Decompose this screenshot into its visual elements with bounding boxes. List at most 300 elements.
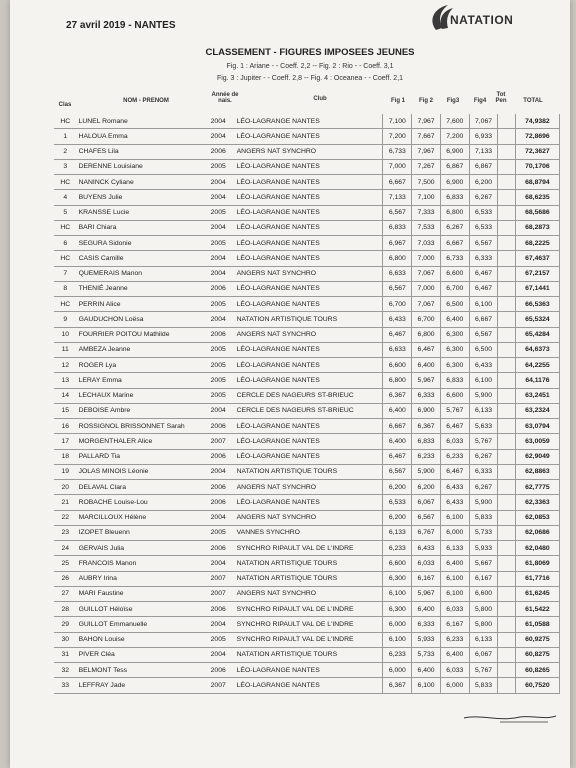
cell-f3: 6,033 [440, 602, 469, 617]
cell-name: LERAY Emma [77, 373, 202, 388]
cell-pen [498, 586, 515, 601]
cell-club: LÉO-LAGRANGE NANTES [235, 236, 383, 251]
cell-f4: 6,567 [469, 327, 498, 342]
cell-year: 2004 [202, 190, 235, 205]
cell-total: 72,3627 [515, 144, 559, 159]
cell-total: 63,0059 [515, 434, 559, 449]
cell-club: LÉO-LAGRANGE NANTES [235, 495, 383, 510]
cell-f1: 6,100 [383, 586, 412, 601]
cell-f3: 6,800 [440, 205, 469, 220]
cell-f3: 6,300 [440, 358, 469, 373]
cell-clas: 20 [54, 480, 77, 495]
cell-f1: 6,800 [383, 373, 412, 388]
cell-total: 68,5686 [515, 205, 559, 220]
table-row [54, 525, 560, 540]
cell-clas: 13 [54, 373, 77, 388]
cell-total: 60,9275 [515, 632, 559, 647]
cell-f2: 5,967 [412, 586, 441, 601]
cell-club: LÉO-LAGRANGE NANTES [235, 373, 383, 388]
cell-year: 2006 [202, 449, 235, 464]
cell-pen [498, 434, 515, 449]
cell-f2: 6,467 [412, 342, 441, 357]
cell-name: JOLAS MINOIS Léonie [77, 464, 202, 479]
cell-club: LÉO-LAGRANGE NANTES [235, 419, 383, 434]
cell-f4: 6,333 [469, 251, 498, 266]
cell-club: LÉO-LAGRANGE NANTES [235, 678, 383, 693]
cell-f1: 6,633 [383, 266, 412, 281]
cell-f3: 6,033 [440, 663, 469, 678]
page-title: CLASSEMENT - FIGURES IMPOSEES JEUNES [205, 47, 415, 58]
cell-clas: 26 [54, 571, 77, 586]
cell-total: 68,2225 [515, 236, 559, 251]
table-row [54, 388, 560, 403]
cell-f4: 6,433 [469, 358, 498, 373]
cell-name: BUYENS Julie [77, 190, 202, 205]
cell-f3: 6,300 [440, 342, 469, 357]
logo-text: NATATION [450, 13, 514, 27]
cell-name: ROGER Lya [77, 358, 202, 373]
cell-clas: 5 [54, 205, 77, 220]
cell-f2: 5,900 [412, 464, 441, 479]
cell-f1: 6,367 [383, 388, 412, 403]
cell-f2: 6,400 [412, 663, 441, 678]
cell-f1: 6,733 [383, 144, 412, 159]
cell-club: NATATION ARTISTIQUE TOURS [235, 647, 383, 662]
cell-f4: 5,833 [469, 678, 498, 693]
cell-club: NATATION ARTISTIQUE TOURS [235, 464, 383, 479]
cell-club: LÉO-LAGRANGE NANTES [235, 449, 383, 464]
cell-f3: 6,867 [440, 159, 469, 174]
cell-clas: 7 [54, 266, 77, 281]
cell-f3: 6,000 [440, 678, 469, 693]
cell-f4: 5,833 [469, 510, 498, 525]
cell-f3: 6,700 [440, 281, 469, 296]
cell-pen [498, 312, 515, 327]
col-fig1: Fig 1 [390, 98, 405, 104]
table-row [54, 190, 560, 205]
cell-total: 61,6245 [515, 586, 559, 601]
cell-club: ANGERS NAT SYNCHRO [235, 480, 383, 495]
cell-f1: 6,833 [383, 220, 412, 235]
table-row [54, 586, 560, 601]
cell-f1: 6,200 [383, 480, 412, 495]
table-row [54, 312, 560, 327]
table-row [54, 403, 560, 418]
cell-clas: 17 [54, 434, 77, 449]
cell-f3: 6,467 [440, 464, 469, 479]
cell-f3: 6,467 [440, 419, 469, 434]
cell-f3: 6,167 [440, 617, 469, 632]
cell-club: ANGERS NAT SYNCHRO [235, 144, 383, 159]
cell-f1: 6,633 [383, 342, 412, 357]
cell-f3: 6,133 [440, 541, 469, 556]
cell-name: IZOPET Bleuenn [77, 525, 202, 540]
cell-year: 2005 [202, 388, 235, 403]
cell-year: 2004 [202, 312, 235, 327]
cell-f2: 7,033 [412, 236, 441, 251]
col-club: Club [313, 96, 327, 102]
cell-pen [498, 175, 515, 190]
cell-f4: 5,900 [469, 495, 498, 510]
cell-f3: 6,600 [440, 266, 469, 281]
cell-f4: 6,500 [469, 342, 498, 357]
cell-total: 62,0480 [515, 541, 559, 556]
cell-name: BARI Chiara [77, 220, 202, 235]
cell-f3: 6,100 [440, 510, 469, 525]
cell-f2: 7,000 [412, 281, 441, 296]
cell-total: 61,8069 [515, 556, 559, 571]
cell-f3: 5,767 [440, 403, 469, 418]
table-row [54, 159, 560, 174]
table-row [54, 495, 560, 510]
cell-clas: 18 [54, 449, 77, 464]
cell-f1: 6,567 [383, 205, 412, 220]
cell-f2: 7,000 [412, 251, 441, 266]
cell-f1: 7,133 [383, 190, 412, 205]
cell-clas: 29 [54, 617, 77, 632]
cell-name: DEBOISE Ambre [77, 403, 202, 418]
cell-f2: 6,433 [412, 541, 441, 556]
cell-pen [498, 663, 515, 678]
cell-club: LÉO-LAGRANGE NANTES [235, 220, 383, 235]
cell-year: 2006 [202, 419, 235, 434]
cell-total: 61,5422 [515, 602, 559, 617]
figures-line-1: Fig. 1 : Ariane - - Coeff. 2,2 -- Fig. 2 : Rio - - Coeff. 3,1 [226, 63, 394, 70]
cell-year: 2005 [202, 236, 235, 251]
cell-f2: 6,067 [412, 495, 441, 510]
cell-club: LÉO-LAGRANGE NANTES [235, 342, 383, 357]
cell-pen [498, 190, 515, 205]
table-row [54, 678, 560, 693]
cell-pen [498, 358, 515, 373]
cell-pen [498, 342, 515, 357]
cell-clas: 31 [54, 647, 77, 662]
cell-f2: 6,900 [412, 403, 441, 418]
cell-clas: 24 [54, 541, 77, 556]
cell-f4: 6,267 [469, 449, 498, 464]
cell-f4: 6,533 [469, 205, 498, 220]
cell-total: 62,8863 [515, 464, 559, 479]
cell-name: FRANCOIS Manon [77, 556, 202, 571]
cell-f4: 5,767 [469, 434, 498, 449]
table-row [54, 236, 560, 251]
cell-f1: 6,200 [383, 510, 412, 525]
cell-year: 2005 [202, 358, 235, 373]
cell-pen [498, 236, 515, 251]
cell-f4: 6,200 [469, 175, 498, 190]
cell-name: MARCILLOUX Hélène [77, 510, 202, 525]
cell-name: BELMONT Tess [77, 663, 202, 678]
cell-club: LÉO-LAGRANGE NANTES [235, 205, 383, 220]
cell-total: 60,7520 [515, 678, 559, 693]
cell-f3: 6,400 [440, 647, 469, 662]
cell-clas: HC [54, 175, 77, 190]
table-row [54, 205, 560, 220]
cell-name: BAHON Louise [77, 632, 202, 647]
cell-f1: 6,000 [383, 663, 412, 678]
cell-year: 2005 [202, 159, 235, 174]
cell-f4: 5,733 [469, 525, 498, 540]
cell-year: 2005 [202, 342, 235, 357]
cell-total: 65,5324 [515, 312, 559, 327]
cell-f3: 6,267 [440, 220, 469, 235]
cell-f2: 5,933 [412, 632, 441, 647]
cell-f2: 5,733 [412, 647, 441, 662]
table-row [54, 114, 560, 129]
table-row [54, 602, 560, 617]
cell-total: 70,1706 [515, 159, 559, 174]
cell-f3: 6,033 [440, 434, 469, 449]
cell-f3: 6,833 [440, 190, 469, 205]
cell-club: SYNCHRO RIPAULT VAL DE L'INDRE [235, 632, 383, 647]
results-sheet [10, 0, 570, 768]
cell-club: LÉO-LAGRANGE NANTES [235, 114, 383, 129]
cell-clas: HC [54, 251, 77, 266]
cell-total: 60,8275 [515, 647, 559, 662]
cell-clas: 14 [54, 388, 77, 403]
cell-clas: HC [54, 114, 77, 129]
cell-f4: 6,100 [469, 373, 498, 388]
cell-club: LÉO-LAGRANGE NANTES [235, 281, 383, 296]
cell-f1: 6,533 [383, 495, 412, 510]
cell-f3: 6,500 [440, 297, 469, 312]
cell-f2: 7,667 [412, 129, 441, 144]
cell-f4: 6,133 [469, 403, 498, 418]
cell-pen [498, 251, 515, 266]
cell-clas: 30 [54, 632, 77, 647]
cell-year: 2004 [202, 266, 235, 281]
cell-f4: 6,333 [469, 464, 498, 479]
table-row [54, 129, 560, 144]
table-row [54, 663, 560, 678]
cell-name: AUBRY Irina [77, 571, 202, 586]
cell-f3: 6,900 [440, 144, 469, 159]
cell-total: 68,8794 [515, 175, 559, 190]
table-row [54, 434, 560, 449]
cell-clas: 21 [54, 495, 77, 510]
cell-f4: 6,467 [469, 266, 498, 281]
cell-club: NATATION ARTISTIQUE TOURS [235, 312, 383, 327]
cell-f1: 6,300 [383, 602, 412, 617]
cell-year: 2006 [202, 663, 235, 678]
cell-club: ANGERS NAT SYNCHRO [235, 266, 383, 281]
cell-f2: 5,967 [412, 373, 441, 388]
cell-year: 2004 [202, 175, 235, 190]
cell-name: GERVAIS Julia [77, 541, 202, 556]
cell-total: 72,8696 [515, 129, 559, 144]
cell-f2: 6,033 [412, 556, 441, 571]
cell-clas: 3 [54, 159, 77, 174]
cell-club: LÉO-LAGRANGE NANTES [235, 129, 383, 144]
cell-f2: 7,967 [412, 144, 441, 159]
cell-f3: 7,600 [440, 114, 469, 129]
cell-pen [498, 678, 515, 693]
cell-pen [498, 220, 515, 235]
cell-f1: 7,000 [383, 159, 412, 174]
cell-club: ANGERS NAT SYNCHRO [235, 510, 383, 525]
cell-f4: 5,800 [469, 617, 498, 632]
cell-pen [498, 373, 515, 388]
cell-name: HALOUA Emma [77, 129, 202, 144]
cell-year: 2004 [202, 403, 235, 418]
cell-f3: 6,400 [440, 556, 469, 571]
cell-f3: 6,300 [440, 327, 469, 342]
cell-f2: 6,400 [412, 358, 441, 373]
table-row [54, 510, 560, 525]
cell-f2: 6,767 [412, 525, 441, 540]
cell-f1: 6,133 [383, 525, 412, 540]
cell-total: 60,8265 [515, 663, 559, 678]
cell-pen [498, 556, 515, 571]
cell-name: DERENNE Louisiane [77, 159, 202, 174]
cell-f2: 6,200 [412, 480, 441, 495]
signature-icon [460, 708, 560, 728]
table-row [54, 541, 560, 556]
cell-year: 2004 [202, 220, 235, 235]
cell-f4: 6,600 [469, 586, 498, 601]
cell-f3: 6,233 [440, 632, 469, 647]
cell-total: 74,9382 [515, 114, 559, 129]
cell-pen [498, 495, 515, 510]
cell-name: ROSSIGNOL BRISSONNET Sarah [77, 419, 202, 434]
table-row [54, 358, 560, 373]
cell-clas: 22 [54, 510, 77, 525]
cell-f2: 6,700 [412, 312, 441, 327]
cell-name: CHAFES Lila [77, 144, 202, 159]
cell-f4: 5,667 [469, 556, 498, 571]
cell-total: 64,1176 [515, 373, 559, 388]
cell-year: 2004 [202, 464, 235, 479]
cell-f4: 6,567 [469, 236, 498, 251]
cell-year: 2005 [202, 525, 235, 540]
cell-year: 2006 [202, 495, 235, 510]
cell-clas: 19 [54, 464, 77, 479]
cell-f2: 6,367 [412, 419, 441, 434]
cell-clas: 1 [54, 129, 77, 144]
table-row [54, 175, 560, 190]
cell-name: DELAVAL Clara [77, 480, 202, 495]
cell-year: 2007 [202, 571, 235, 586]
cell-f2: 7,267 [412, 159, 441, 174]
cell-year: 2005 [202, 297, 235, 312]
cell-f4: 5,933 [469, 541, 498, 556]
cell-year: 2004 [202, 647, 235, 662]
cell-f2: 6,833 [412, 434, 441, 449]
cell-total: 67,2157 [515, 266, 559, 281]
table-row [54, 556, 560, 571]
cell-name: CASIS Camille [77, 251, 202, 266]
cell-total: 61,0588 [515, 617, 559, 632]
cell-clas: 2 [54, 144, 77, 159]
table-row [54, 281, 560, 296]
cell-year: 2007 [202, 586, 235, 601]
table-row [54, 144, 560, 159]
cell-f2: 7,500 [412, 175, 441, 190]
cell-pen [498, 541, 515, 556]
cell-name: PALLARD Tia [77, 449, 202, 464]
cell-total: 62,0686 [515, 525, 559, 540]
cell-name: NANINCK Cyliane [77, 175, 202, 190]
cell-total: 68,2873 [515, 220, 559, 235]
cell-pen [498, 144, 515, 159]
cell-clas: 25 [54, 556, 77, 571]
cell-f4: 6,267 [469, 190, 498, 205]
cell-f1: 6,000 [383, 617, 412, 632]
cell-pen [498, 327, 515, 342]
cell-total: 68,6235 [515, 190, 559, 205]
cell-f1: 6,567 [383, 464, 412, 479]
cell-year: 2004 [202, 510, 235, 525]
cell-total: 65,4284 [515, 327, 559, 342]
cell-f4: 6,933 [469, 129, 498, 144]
cell-year: 2004 [202, 251, 235, 266]
results-table [54, 114, 560, 694]
cell-f3: 6,100 [440, 571, 469, 586]
cell-club: NATATION ARTISTIQUE TOURS [235, 571, 383, 586]
col-pen: Tot Pen [495, 92, 507, 104]
cell-pen [498, 617, 515, 632]
cell-clas: 6 [54, 236, 77, 251]
cell-f1: 6,233 [383, 541, 412, 556]
cell-f2: 6,400 [412, 602, 441, 617]
cell-f1: 6,233 [383, 647, 412, 662]
cell-club: CERCLE DES NAGEURS ST-BRIEUC [235, 388, 383, 403]
cell-f4: 6,133 [469, 632, 498, 647]
cell-year: 2007 [202, 678, 235, 693]
cell-f1: 6,467 [383, 327, 412, 342]
cell-f3: 6,400 [440, 312, 469, 327]
cell-name: LUNEL Romane [77, 114, 202, 129]
cell-club: CERCLE DES NAGEURS ST-BRIEUC [235, 403, 383, 418]
cell-f1: 6,367 [383, 678, 412, 693]
cell-club: LÉO-LAGRANGE NANTES [235, 190, 383, 205]
cell-name: MORGENTHALER Alice [77, 434, 202, 449]
cell-f2: 7,333 [412, 205, 441, 220]
table-row [54, 647, 560, 662]
cell-pen [498, 602, 515, 617]
cell-f3: 6,733 [440, 251, 469, 266]
cell-f4: 6,167 [469, 571, 498, 586]
cell-f3: 6,833 [440, 373, 469, 388]
cell-f3: 6,000 [440, 525, 469, 540]
cell-club: LÉO-LAGRANGE NANTES [235, 251, 383, 266]
cell-f1: 6,433 [383, 312, 412, 327]
cell-club: SYNCHRO RIPAULT VAL DE L'INDRE [235, 541, 383, 556]
cell-club: LÉO-LAGRANGE NANTES [235, 434, 383, 449]
cell-year: 2004 [202, 129, 235, 144]
cell-club: LÉO-LAGRANGE NANTES [235, 297, 383, 312]
cell-year: 2005 [202, 632, 235, 647]
cell-pen [498, 480, 515, 495]
cell-clas: 28 [54, 602, 77, 617]
cell-year: 2006 [202, 281, 235, 296]
cell-f2: 6,800 [412, 327, 441, 342]
cell-club: LÉO-LAGRANGE NANTES [235, 358, 383, 373]
cell-f1: 6,600 [383, 556, 412, 571]
cell-f4: 6,467 [469, 281, 498, 296]
cell-total: 61,7716 [515, 571, 559, 586]
cell-clas: 15 [54, 403, 77, 418]
table-row [54, 327, 560, 342]
col-annee: Année de nais. [211, 92, 239, 104]
cell-pen [498, 205, 515, 220]
col-total: TOTAL [523, 98, 543, 104]
cell-total: 63,2451 [515, 388, 559, 403]
cell-name: FOURRIER POITOU Mathilde [77, 327, 202, 342]
cell-pen [498, 647, 515, 662]
cell-clas: 8 [54, 281, 77, 296]
cell-total: 66,5363 [515, 297, 559, 312]
